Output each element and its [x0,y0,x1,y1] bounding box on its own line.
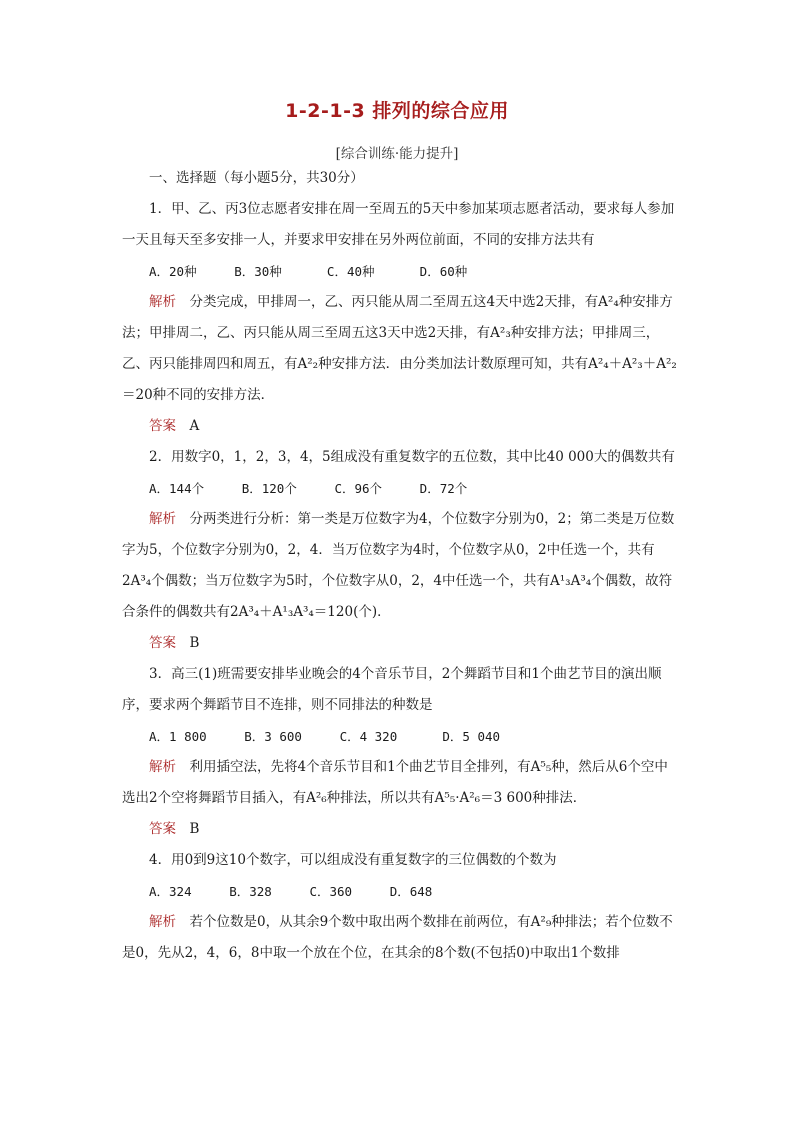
analysis-label: 解析 [149,511,176,527]
question-options: A．144个 B．120个 C．96个 D．72个 [149,481,468,496]
answer-value: B [189,635,200,651]
answer-label: 答案 [149,821,176,837]
question-analysis [122,907,678,969]
question-options: A．324 B．328 C．360 D．648 [149,884,433,899]
question-stem: 4．用0到9这10个数字，可以组成没有重复数字的三位偶数的个数为 [149,852,557,868]
analysis-text: 若个位数是0，从其余9个数中取出两个数排在前两位，有A²₉种排法；若个位数不是0，先从2，4，6，8中取一个放在个位，在其余的8个数(不包括0)中取出1个数排 [122,914,673,961]
question-answer [122,628,678,659]
question-stem: 3．高三(1)班需要安排毕业晚会的4个音乐节目，2个舞蹈节目和1个曲艺节目的演出顺序，要求两个舞蹈节目不连排，则不同排法的种数是 [122,666,662,713]
question-answer [122,411,678,442]
analysis-text: 利用插空法，先将4个音乐节目和1个曲艺节目全排列，有A⁵₅种，然后从6个空中选出2个空将舞蹈节目插入，有A²₆种排法，所以共有A⁵₅·A²₆＝3 600种排法． [122,759,668,806]
question-stem: 1．甲、乙、丙3位志愿者安排在周一至周五的5天中参加某项志愿者活动，要求每人参加一天且每天至多安排一人，并要求甲安排在另外两位前面，不同的安排方法共有 [122,201,675,248]
question-analysis [122,504,678,628]
question-analysis [122,287,678,411]
answer-label: 答案 [149,635,176,651]
answer-value: A [189,418,200,434]
question-options: A．20种 B．30种 C．40种 D．60种 [149,264,468,279]
page-subtitle: [综合训练·能力提升] [335,146,459,162]
question-stem: 2．用数字0，1，2，3，4，5组成没有重复数字的五位数，其中比40 000大的偶数共有 [149,449,675,465]
page-title: 1-2-1-3 排列的综合应用 [285,100,509,122]
analysis-text: 分类完成，甲排周一，乙、丙只能从周二至周五这4天中选2天排，有A²₄种安排方法；甲排周二，乙、丙只能从周三至周五这3天中选2天排，有A²₃种安排方法；甲排周三，乙、丙只能排周四和周五，有A²₂种安排方法．由分类加法计数原理可知，共有A²₄＋A²₃＋A²₂＝20种不同的安排方法． [122,294,677,403]
question-options: A．1 800 B．3 600 C．4 320 D．5 040 [149,729,501,744]
analysis-label: 解析 [149,759,176,775]
section-heading: 一、选择题（每小题5分，共30分） [149,170,364,186]
question-analysis [122,752,678,814]
document-body [122,163,678,969]
answer-label: 答案 [149,418,176,434]
answer-value: B [189,821,200,837]
analysis-label: 解析 [149,914,176,930]
question-answer [122,814,678,845]
analysis-text: 分两类进行分析：第一类是万位数字为4，个位数字分别为0，2；第二类是万位数字为5，个位数字分别为0，2，4．当万位数字为4时，个位数字从0，2中任选一个，共有2A³₄个偶数；当万位数字为5时，个位数字从0，2，4中任选一个，共有A¹₃A³₄个偶数，故符合条件的偶数共有2A³₄＋A¹₃A³₄＝120(个)． [122,511,675,620]
analysis-label: 解析 [149,294,176,310]
